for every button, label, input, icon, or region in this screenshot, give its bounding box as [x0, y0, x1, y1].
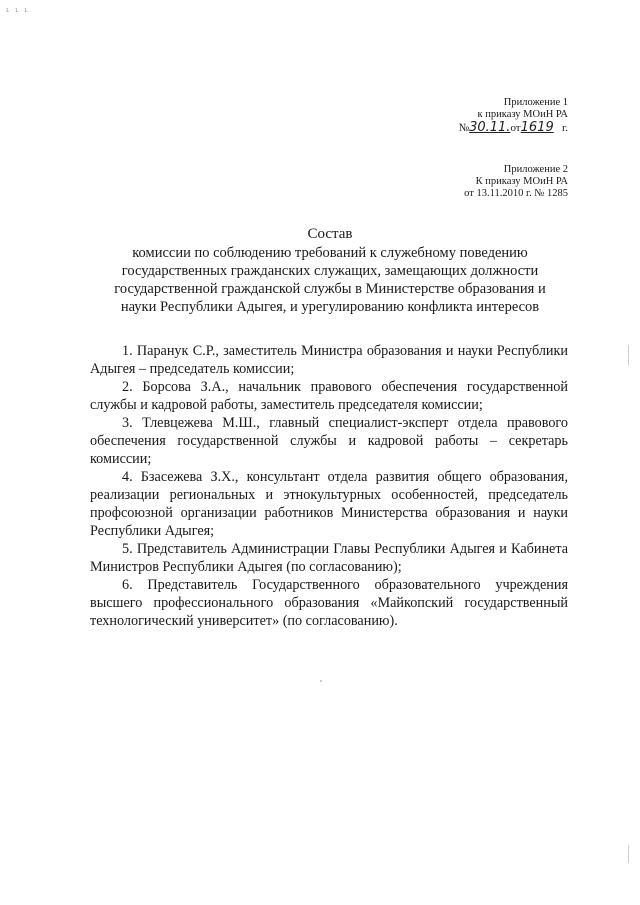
heading-line-1: комиссии по соблюдению требований к служебному поведению — [132, 245, 528, 261]
number-prefix: № — [458, 122, 470, 134]
scan-edge-mark — [628, 345, 629, 365]
scan-corner-mark: ւ ւ ւ — [6, 6, 30, 14]
year-suffix: г. — [561, 122, 568, 134]
member-item: 4. Бзасежева З.Х., консультант отдела развития общего образования, реализации региональных и этнокультурных особенностей, председатель профсоюзной организации работников Министерства образования и науки Республики Адыгея; — [90, 469, 568, 539]
heading-line-3: государственной гражданской службы в Министерстве образования и — [114, 281, 546, 297]
from-label: от — [510, 122, 521, 134]
heading-line-4: науки Республики Адыгея, и урегулированию конфликта интересов — [120, 299, 540, 315]
member-item: 6. Представитель Государственного образовательного учреждения высшего профессионального образования «Майкопский государственный технологический университет» (по согласованию). — [90, 577, 568, 629]
scan-edge-mark — [628, 845, 629, 863]
appendix-1-order-ref: к приказу МОиН РА — [477, 109, 568, 120]
appendix-2-date: от 13.11.2010 г. № 1285 — [464, 188, 568, 199]
member-item: 2. Борсова З.А., начальник правового обеспечения государственной службы и кадровой работы, заместитель председателя комиссии; — [90, 379, 568, 413]
appendix-1-label: Приложение 1 — [503, 97, 568, 108]
handwritten-number: 30.11. — [469, 120, 511, 135]
document-title: Состав — [307, 226, 353, 242]
member-item: 1. Паранук С.Р., заместитель Министра образования и науки Республики Адыгея – председатель комиссии; — [90, 343, 568, 377]
appendix-1-header — [459, 97, 568, 134]
document-heading — [60, 225, 600, 316]
handwritten-date: 1619 — [520, 120, 554, 135]
appendix-2-label: Приложение 2 — [503, 164, 568, 175]
member-item: 3. Тлевцежева М.Ш., главный специалист-эксперт отдела правового обеспечения государственной службы и кадровой работы – секретарь комиссии; — [90, 415, 568, 467]
appendix-1-number-line — [459, 122, 568, 134]
member-item: 5. Представитель Администрации Главы Республики Адыгея и Кабинета Министров Республики Адыгея (по согласованию); — [90, 541, 568, 575]
heading-line-2: государственных гражданских служащих, замещающих должности — [121, 263, 539, 279]
scan-speck — [320, 680, 322, 682]
appendix-2-order-ref: К приказу МОиН РА — [475, 176, 568, 187]
appendix-2-header — [464, 164, 568, 200]
commission-members-list — [90, 342, 568, 630]
